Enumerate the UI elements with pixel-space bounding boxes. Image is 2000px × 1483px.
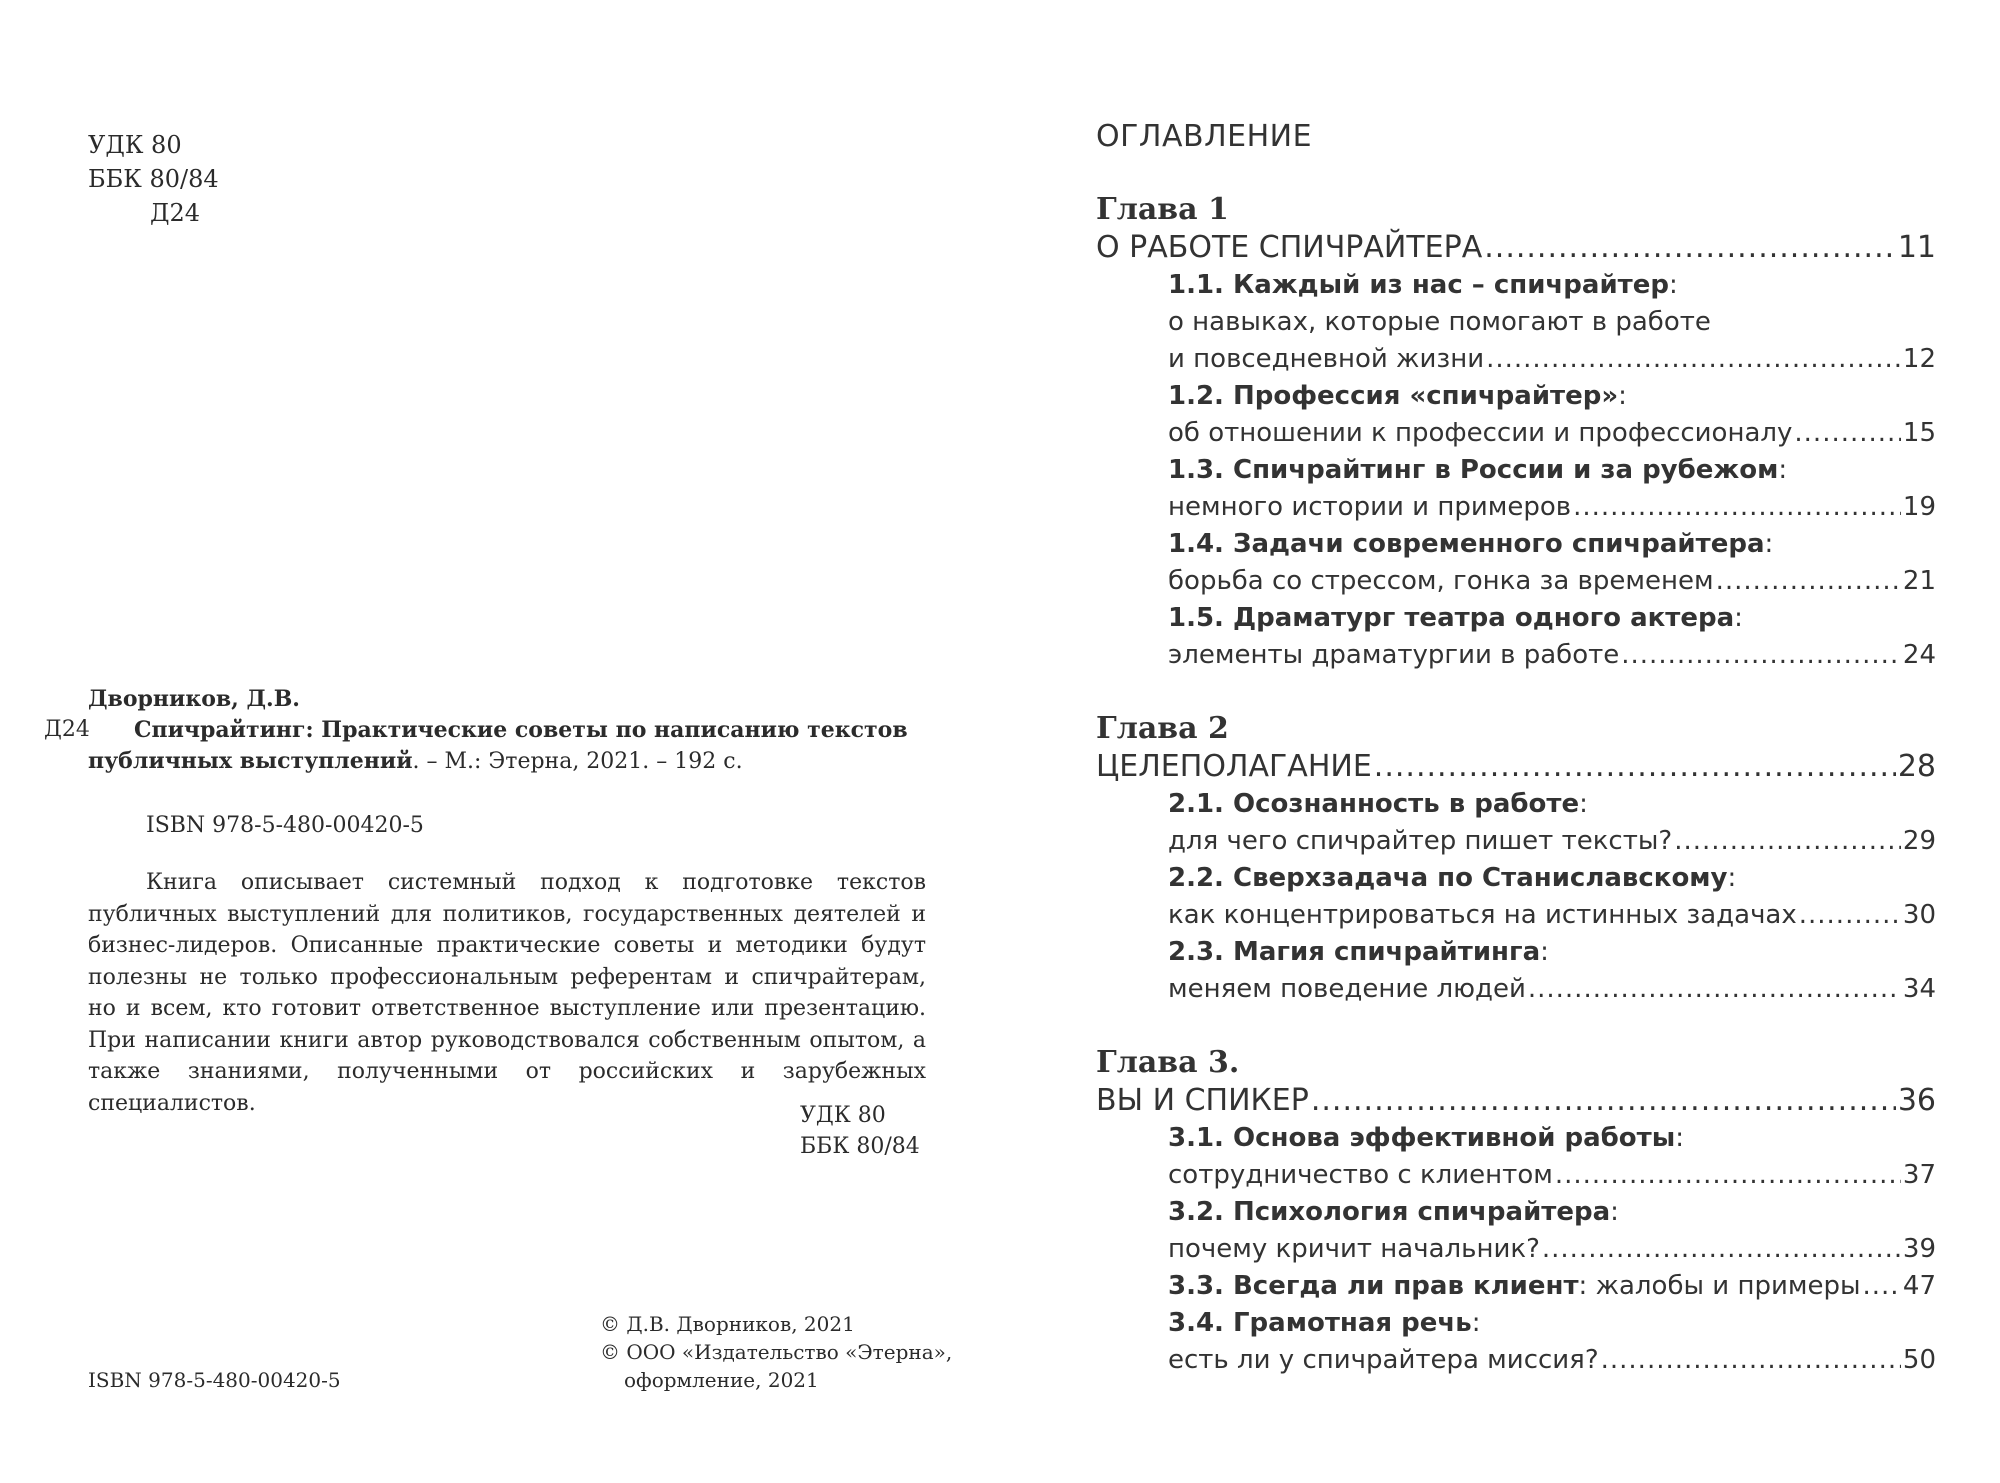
dot-leader <box>1555 1157 1901 1194</box>
section-subtitle: немного истории и примеров <box>1168 492 1572 522</box>
toc-section <box>1096 786 1936 860</box>
chapter-title: О РАБОТЕ СПИЧРАЙТЕРА <box>1096 230 1483 265</box>
chapter-title-entry[interactable] <box>1096 1082 1936 1120</box>
dot-leader <box>1528 971 1901 1008</box>
chapter-title-entry[interactable] <box>1096 748 1936 786</box>
section-entry[interactable] <box>1168 415 1936 452</box>
section-title: 2.3. Магия спичрайтинга <box>1168 937 1541 967</box>
table-of-contents <box>1096 117 1936 1415</box>
page-number: 12 <box>1902 344 1936 374</box>
copyright-line2: © ООО «Издательство «Этерна», <box>600 1340 953 1364</box>
toc-chapter <box>1096 1044 1936 1379</box>
toc-chapters <box>1096 191 1936 1379</box>
section-title: 3.2. Психология спичрайтера <box>1168 1197 1611 1227</box>
book-title-line2-bold: публичных выступлений <box>88 748 413 774</box>
section-colon: : <box>1675 1123 1685 1153</box>
dot-leader <box>1794 415 1901 452</box>
section-colon: : <box>1764 529 1774 559</box>
toc-section <box>1096 600 1936 674</box>
page-number: 39 <box>1902 1234 1936 1264</box>
copyright-line1: © Д.В. Дворников, 2021 <box>600 1312 855 1336</box>
chapter-title: ЦЕЛЕПОЛАГАНИЕ <box>1096 749 1372 784</box>
section-colon: : <box>1540 937 1549 967</box>
section-subtitle: и повседневной жизни <box>1168 344 1485 374</box>
chapter-heading: Глава 1 <box>1096 192 1229 227</box>
section-title: 1.5. Драматург театра одного актера <box>1168 603 1735 633</box>
dot-leader <box>1716 563 1901 600</box>
section-subtitle-line: о навыках, которые помогают в работе <box>1168 307 1711 337</box>
section-heading-line[interactable] <box>1168 786 1936 823</box>
toc-section <box>1096 1120 1936 1194</box>
toc-section <box>1096 526 1936 600</box>
section-entry[interactable] <box>1168 1231 1936 1268</box>
page-number: 21 <box>1902 566 1936 596</box>
section-title: 3.4. Грамотная речь <box>1168 1308 1472 1338</box>
dot-leader <box>1799 897 1901 934</box>
author-name: Дворников, Д.В. <box>88 686 300 712</box>
section-heading-line[interactable] <box>1168 934 1936 971</box>
toc-section <box>1096 1305 1936 1379</box>
section-entry[interactable] <box>1168 1268 1936 1305</box>
section-subtitle: сотрудничество с клиентом <box>1168 1160 1553 1190</box>
page-number: 28 <box>1897 749 1936 784</box>
page-number: 47 <box>1902 1271 1936 1301</box>
toc-section <box>1096 1194 1936 1268</box>
section-entry[interactable] <box>1168 971 1936 1008</box>
section-entry[interactable] <box>1168 637 1936 674</box>
toc-section <box>1096 860 1936 934</box>
author-code: Д24 <box>44 717 90 742</box>
section-heading-line[interactable] <box>1168 1194 1936 1231</box>
section-colon: : <box>1727 863 1737 893</box>
page-number: 24 <box>1902 640 1936 670</box>
section-colon: : <box>1778 455 1788 485</box>
bbk-top: ББК 80/84 <box>88 165 219 193</box>
book-title-line1: Спичрайтинг: Практические советы по написанию текстов <box>134 717 908 743</box>
chapter-heading: Глава 2 <box>1096 711 1229 746</box>
dot-leader <box>1601 1342 1901 1379</box>
section-title: 2.1. Осознанность в работе <box>1168 789 1580 819</box>
page-number: 29 <box>1902 826 1936 856</box>
section-heading-line[interactable] <box>1168 600 1936 637</box>
page-number: 30 <box>1902 900 1936 930</box>
section-colon: : <box>1668 270 1678 300</box>
book-title-line2 <box>88 745 743 778</box>
section-title: 1.4. Задачи современного спичрайтера <box>1168 529 1765 559</box>
bbk-bottom: ББК 80/84 <box>800 1134 920 1159</box>
section-entry[interactable] <box>1168 1342 1936 1379</box>
chapter-heading: Глава 3. <box>1096 1045 1240 1080</box>
toc-title: ОГЛАВЛЕНИЕ <box>1096 119 1313 154</box>
toc-section <box>1096 267 1936 378</box>
page-number: 37 <box>1902 1160 1936 1190</box>
section-colon: : <box>1579 789 1588 819</box>
right-page <box>1000 0 2000 1483</box>
section-heading-line[interactable] <box>1168 526 1936 563</box>
dot-leader <box>1862 1268 1900 1305</box>
section-title: 1.3. Спичрайтинг в России и за рубежом <box>1168 455 1779 485</box>
section-colon: : <box>1471 1308 1481 1338</box>
section-colon: : <box>1610 1197 1619 1227</box>
dot-leader <box>1674 823 1901 860</box>
toc-section <box>1096 378 1936 452</box>
annotation: Книга описывает системный подход к подготовке текстов публичных выступлений для политиков, государственных деятелей и бизнес-лидеров. Описанные практические советы и методики будут полезны не только профессиональным референтам и спичрайтерам, но и всем, кто готовит ответственное выступление или презентацию. При написании книги автор руководствовался собственным опытом, а также знаниями, полученными от российских и зарубежных специалистов. <box>88 870 926 1116</box>
dot-leader <box>1486 341 1901 378</box>
udk-bottom: УДК 80 <box>800 1103 886 1128</box>
section-subtitle: есть ли у спичрайтера миссия? <box>1168 1345 1599 1375</box>
section-subtitle: : жалобы и примеры <box>1578 1271 1861 1301</box>
page-number: 15 <box>1902 418 1936 448</box>
chapter-title-entry[interactable] <box>1096 229 1936 267</box>
section-entry[interactable] <box>1168 897 1936 934</box>
section-colon: : <box>1618 381 1627 411</box>
dot-leader <box>1621 637 1901 674</box>
page-number: 36 <box>1897 1083 1936 1118</box>
section-subtitle: об отношении к профессии и профессионалу <box>1168 418 1793 448</box>
section-entry[interactable] <box>1168 823 1936 860</box>
section-title: 1.2. Профессия «спичрайтер» <box>1168 381 1619 411</box>
section-heading-line[interactable] <box>1168 1305 1936 1342</box>
page-number: 11 <box>1897 230 1936 265</box>
isbn-bottom: ISBN 978-5-480-00420-5 <box>88 1368 341 1392</box>
author-code-top: Д24 <box>150 199 201 227</box>
section-entry[interactable] <box>1168 341 1936 378</box>
dot-leader <box>1573 489 1901 526</box>
dot-leader <box>1374 748 1896 786</box>
page-number: 34 <box>1902 974 1936 1004</box>
toc-section <box>1096 934 1936 1008</box>
section-heading-line[interactable] <box>1168 452 1936 489</box>
section-heading-line[interactable] <box>1168 378 1936 415</box>
section-heading-line[interactable] <box>1168 267 1936 304</box>
section-title: 2.2. Сверхзадача по Станиславскому <box>1168 863 1728 893</box>
udk-top: УДК 80 <box>88 131 182 159</box>
section-subtitle: элементы драматургии в работе <box>1168 640 1620 670</box>
section-subtitle: борьба со стрессом, гонка за временем <box>1168 566 1714 596</box>
section-colon: : <box>1734 603 1743 633</box>
section-subtitle: как концентрироваться на истинных задачах <box>1168 900 1797 930</box>
section-subtitle: меняем поведение людей <box>1168 974 1526 1004</box>
section-heading-line[interactable] <box>1168 1120 1936 1157</box>
section-entry[interactable] <box>1168 563 1936 600</box>
page-number: 19 <box>1902 492 1936 522</box>
dot-leader <box>1311 1082 1896 1120</box>
toc-chapter <box>1096 710 1936 1008</box>
section-subtitle: для чего спичрайтер пишет тексты? <box>1168 826 1673 856</box>
toc-chapter <box>1096 191 1936 674</box>
section-title: 3.3. Всегда ли прав клиент <box>1168 1271 1579 1301</box>
toc-section <box>1096 1268 1936 1305</box>
section-subtitle: почему кричит начальник? <box>1168 1234 1540 1264</box>
page-number: 50 <box>1902 1345 1936 1375</box>
dot-leader <box>1542 1231 1901 1268</box>
toc-section <box>1096 452 1936 526</box>
copyright-line3: оформление, 2021 <box>624 1368 819 1392</box>
chapter-title: ВЫ И СПИКЕР <box>1096 1083 1309 1118</box>
isbn-mid: ISBN 978-5-480-00420-5 <box>146 813 424 838</box>
section-entry[interactable] <box>1168 1157 1936 1194</box>
publisher-info: . – М.: Этерна, 2021. – 192 с. <box>412 749 743 774</box>
section-title: 3.1. Основа эффективной работы <box>1168 1123 1676 1153</box>
dot-leader <box>1484 229 1896 267</box>
section-heading-line[interactable] <box>1168 860 1936 897</box>
section-title: 1.1. Каждый из нас – спичрайтер <box>1168 270 1669 300</box>
section-entry[interactable] <box>1168 489 1936 526</box>
